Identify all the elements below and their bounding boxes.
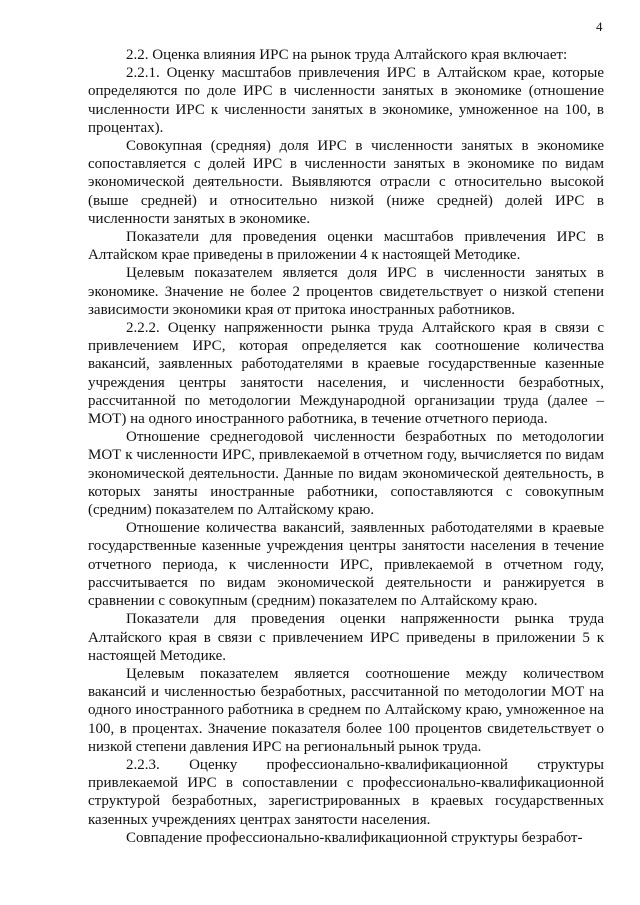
- page-number: 4: [596, 19, 603, 34]
- paragraph-appendix-4: Показатели для проведения оценки масштабов привлечения ИРС в Алтайском крае приведены в приложении 4 к настоящей Методике.: [88, 229, 604, 264]
- paragraph-section-2-2-2: 2.2.2. Оценку напряженности рынка труда Алтайского края в связи с привлечением ИРС, которая определяется как соотношение количества вакансий, заявленных работодателями в краевые государственные казенные учреждения центры занятости населения, и численности безработных, рассчитанной по методологии Международной организации труда (далее – МОТ) на одного иностранного работника, в течение отчетного периода.: [88, 320, 604, 428]
- paragraph-section-2-2-1: 2.2.1. Оценку масштабов привлечения ИРС в Алтайском крае, которые определяются по доле ИРС в численности занятых в экономике (отношение численности ИРС к численности занятых в экономике, умноженное на 100, в процентах).: [88, 65, 604, 136]
- paragraph-structure-match: Совпадение профессионально-квалификационной структуры безработ-: [126, 829, 583, 846]
- paragraph-unemployed-ratio: Отношение среднегодовой численности безработных по методологии МОТ к численности ИРС, привлекаемой в отчетном году, вычисляется по видам экономической деятельности. Данные по видам экономической деятельность, в которых заняты иностранные работники, сопоставляются с совокупным (средним) показателем по Алтайскому краю.: [88, 429, 604, 519]
- paragraph-vacancies-ratio: Отношение количества вакансий, заявленных работодателями в краевые государственные казенные учреждения центры занятости населения в течение отчетного периода, к численности ИРС, привлекаемой в отчетном году, рассчитывается по видам экономической деятельности и ранжируется в сравнении с совокупным (средним) показателем по Алтайскому краю.: [88, 520, 604, 610]
- paragraph-target-share: Целевым показателем является доля ИРС в численности занятых в экономике. Значение не более 2 процентов свидетельствует о низкой степени зависимости экономики края от притока иностранных работников.: [88, 265, 604, 318]
- body-text: [88, 46, 604, 847]
- paragraph-section-2-2-3: 2.2.3. Оценку профессионально-квалификационной структуры привлекаемой ИРС в сопоставлении с профессионально-квалификационной структурой безработных, зарегистрированных в краевых государственных казенных учреждениях центрах занятости населения.: [88, 756, 604, 828]
- paragraph-appendix-5: Показатели для проведения оценки напряженности рынка труда Алтайского края в связи с привлечением ИРС приведены в приложении 5 к настоящей Методике.: [88, 611, 604, 664]
- paragraph-target-ratio: Целевым показателем является соотношение между количеством вакансий и численностью безработных, рассчитанной по методологии МОТ на одного иностранного работника в среднем по Алтайскому краю, умноженное на 100, в процентах. Значение показателя более 100 процентов свидетельствует о низкой степени давления ИРС на региональный рынок труда.: [88, 665, 604, 755]
- paragraph-section-2-2: 2.2. Оценка влияния ИРС на рынок труда Алтайского края включает:: [126, 47, 568, 63]
- paragraph-average-share: Совокупная (средняя) доля ИРС в численности занятых в экономике сопоставляется с долей ИРС в численности занятых в экономике по видам экономической деятельности. Выявляются отрасли с относительно высокой (выше средней) и относительно низкой (ниже средней) долей ИРС в численности занятых в экономике.: [88, 138, 604, 227]
